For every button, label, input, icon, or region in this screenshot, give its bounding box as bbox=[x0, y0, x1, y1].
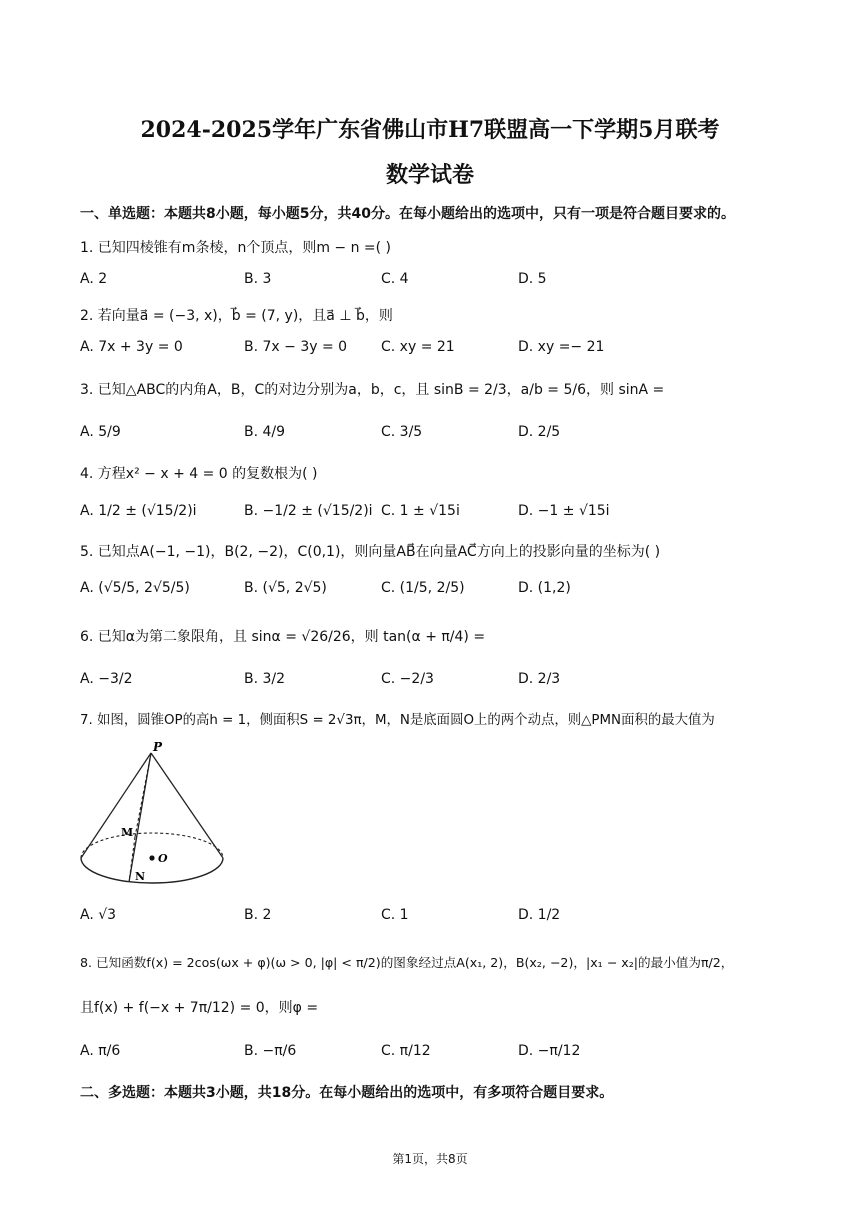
question-7-option-d: D. 1/2 bbox=[518, 907, 561, 923]
question-1-stem: 1. 已知四棱锥有m条棱，n个顶点，则m − n =( ) bbox=[80, 240, 392, 256]
cone-figure bbox=[78, 740, 228, 889]
exam-subtitle: 数学试卷 bbox=[385, 162, 474, 188]
question-3-option-b: B. 4/9 bbox=[244, 424, 286, 440]
cone-left-edge bbox=[81, 753, 151, 858]
question-2-option-a: A. 7x + 3y = 0 bbox=[80, 339, 183, 355]
question-4-stem: 4. 方程x² − x + 4 = 0 的复数根为( ) bbox=[80, 466, 318, 482]
question-1-option-a: A. 2 bbox=[80, 271, 108, 287]
question-1-option-c: C. 4 bbox=[381, 271, 409, 287]
cone-diagram bbox=[78, 740, 228, 885]
cone-right-edge bbox=[151, 753, 223, 858]
question-8-option-c: C. π/12 bbox=[381, 1043, 431, 1059]
question-3-option-d: D. 2/5 bbox=[518, 424, 561, 440]
question-2-option-b: B. 7x − 3y = 0 bbox=[244, 339, 348, 355]
page-footer: 第1页，共8页 bbox=[392, 1152, 468, 1166]
question-5-option-d: D. (1,2) bbox=[518, 580, 571, 596]
question-4-option-a: A. 1/2 ± (√15/2)i bbox=[80, 503, 197, 519]
label-p: P bbox=[153, 740, 163, 754]
question-7-option-b: B. 2 bbox=[244, 907, 272, 923]
question-5-option-b: B. (√5, 2√5) bbox=[244, 580, 327, 596]
question-4-option-b: B. −1/2 ± (√15/2)i bbox=[244, 503, 373, 519]
question-8-option-d: D. −π/12 bbox=[518, 1043, 581, 1059]
section-1-heading: 一、单选题：本题共8小题，每小题5分，共40分。在每小题给出的选项中，只有一项是符合题目要求的。 bbox=[80, 206, 735, 222]
question-8-option-b: B. −π/6 bbox=[244, 1043, 297, 1059]
point-o-dot bbox=[149, 855, 154, 860]
question-6-stem: 6. 已知α为第二象限角，且 sinα = √26/26，则 tan(α + π/4) = bbox=[80, 629, 486, 645]
question-7-option-c: C. 1 bbox=[381, 907, 409, 923]
question-7-option-a: A. √3 bbox=[80, 907, 117, 923]
question-5-option-c: C. (1/5, 2/5) bbox=[381, 580, 465, 596]
question-8-stem-continued: 且f(x) + f(−x + 7π/12) = 0，则φ = bbox=[80, 1000, 319, 1016]
question-5-stem: 5. 已知点A(−1, −1)，B(2, −2)，C(0,1)，则向量AB⃗在向量AC⃗方向上的投影向量的坐标为( ) bbox=[80, 544, 661, 560]
question-1-option-b: B. 3 bbox=[244, 271, 272, 287]
question-2-option-d: D. xy =− 21 bbox=[518, 339, 605, 355]
cone-base-front-arc bbox=[81, 858, 223, 883]
label-n: N bbox=[135, 870, 146, 883]
question-4-option-d: D. −1 ± √15i bbox=[518, 503, 610, 519]
question-8-option-a: A. π/6 bbox=[80, 1043, 121, 1059]
exam-title: 2024-2025学年广东省佛山市H7联盟高一下学期5月联考 bbox=[140, 117, 720, 143]
question-5-option-a: A. (√5/5, 2√5/5) bbox=[80, 580, 190, 596]
label-o: O bbox=[158, 852, 168, 865]
question-2-stem: 2. 若向量a⃗ = (−3, x)，b⃗ = (7, y)，且a⃗ ⊥ b⃗，则 bbox=[80, 308, 393, 324]
question-3-option-a: A. 5/9 bbox=[80, 424, 121, 440]
question-6-option-c: C. −2/3 bbox=[381, 671, 434, 687]
question-6-option-a: A. −3/2 bbox=[80, 671, 133, 687]
label-m: M bbox=[121, 826, 134, 839]
question-4-option-c: C. 1 ± √15i bbox=[381, 503, 460, 519]
question-3-option-c: C. 3/5 bbox=[381, 424, 423, 440]
question-7-stem: 7. 如图，圆锥OP的高h = 1，侧面积S = 2√3π，M，N是底面圆O上的两个动点，则△PMN面积的最大值为 bbox=[80, 713, 715, 728]
section-2-heading: 二、多选题：本题共3小题，共18分。在每小题给出的选项中，有多项符合题目要求。 bbox=[80, 1085, 614, 1101]
question-6-option-d: D. 2/3 bbox=[518, 671, 561, 687]
segment-pn bbox=[129, 753, 151, 882]
question-8-stem: 8. 已知函数f(x) = 2cos(ωx + φ)(ω > 0, |φ| < π/2)的图象经过点A(x₁, 2)，B(x₂, −2)，|x₁ − x₂|的最小值为π/2， bbox=[80, 955, 734, 970]
question-2-option-c: C. xy = 21 bbox=[381, 339, 455, 355]
question-6-option-b: B. 3/2 bbox=[244, 671, 286, 687]
cone-base-back-arc bbox=[81, 833, 223, 858]
question-1-option-d: D. 5 bbox=[518, 271, 547, 287]
question-3-stem: 3. 已知△ABC的内角A，B，C的对边分别为a，b，c，且 sinB = 2/3，a/b = 5/6，则 sinA = bbox=[80, 382, 665, 398]
